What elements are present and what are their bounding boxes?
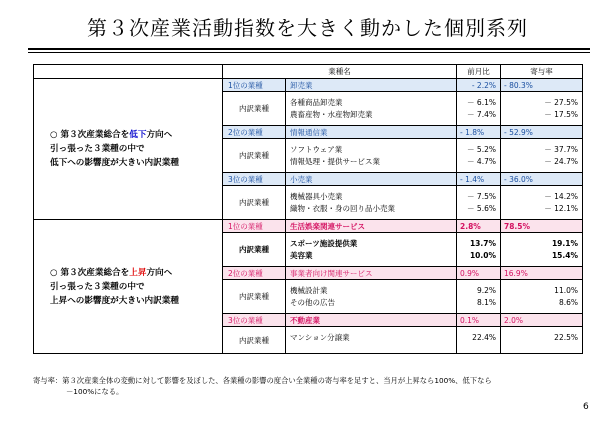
sub-industry-mom: 9.2% <box>476 285 496 295</box>
industry-name: 生活娯楽関連サービス <box>286 220 457 233</box>
industry-contrib: 16.9% <box>501 267 583 280</box>
group-label-line3: 低下への影響度が大きい内訳業種 <box>50 158 179 168</box>
group-label-line3: 上昇への影響度が大きい内訳業種 <box>50 295 179 306</box>
industry-contrib: 2.0% <box>501 314 583 327</box>
sub-industry-name: スポーツ施設提供業 <box>290 238 358 248</box>
industry-mom: - 2.2% <box>457 79 501 92</box>
rank-label: 2位の業種 <box>223 126 286 139</box>
header-industry: 業種名 <box>223 65 457 79</box>
sub-industry-names <box>286 92 457 126</box>
sub-industry-moms <box>457 92 501 126</box>
table-row <box>34 79 583 92</box>
sub-industry-moms <box>457 327 501 354</box>
group-label-highlight: 上昇 <box>129 267 147 278</box>
industry-mom: 0.9% <box>457 267 501 280</box>
sub-industry-contrib: － 24.7% <box>544 156 578 166</box>
series-table <box>33 64 583 354</box>
sub-industry-contrib: － 27.5% <box>544 97 578 107</box>
sub-industry-contrib: 11.0% <box>554 285 578 295</box>
sub-industry-mom: － 7.5% <box>467 191 496 201</box>
industry-contrib: 78.5% <box>501 220 583 233</box>
sub-industry-moms <box>457 139 501 173</box>
industry-name: 卸売業 <box>286 79 457 92</box>
sub-label: 内訳業種 <box>223 92 286 126</box>
sub-industry-name: マンション分譲業 <box>290 333 350 342</box>
sub-industry-mom: － 4.7% <box>467 156 496 166</box>
sub-industry-name: 情報処理・提供サービス業 <box>290 156 380 166</box>
industry-mom: 0.1% <box>457 314 501 327</box>
industry-mom: - 1.8% <box>457 126 501 139</box>
sub-industry-contrib: 19.1% <box>551 238 578 248</box>
header-mom: 前月比 <box>457 65 501 79</box>
table-header-row <box>34 65 583 79</box>
sub-industry-name: 織物・衣服・身の回り品小売業 <box>290 203 395 213</box>
sub-industry-contrib: － 37.7% <box>544 144 578 154</box>
sub-industry-contribs <box>501 92 583 126</box>
industry-mom: 2.8% <box>457 220 501 233</box>
sub-industry-names <box>286 327 457 354</box>
sub-industry-contrib: － 14.2% <box>544 191 578 201</box>
sub-industry-contrib: 8.6% <box>558 297 578 307</box>
sub-label: 内訳業種 <box>223 327 286 354</box>
sub-industry-mom: 8.1% <box>476 297 496 307</box>
group-label-prefix: ○ 第３次産業総合を <box>50 267 130 278</box>
sub-industry-names <box>286 233 457 267</box>
group-label-highlight: 低下 <box>129 130 147 140</box>
sub-industry-mom: － 5.2% <box>467 144 496 154</box>
sub-industry-mom: 10.0% <box>469 250 496 260</box>
industry-contrib: - 80.3% <box>501 79 583 92</box>
sub-industry-name: 機械設計業 <box>290 285 328 295</box>
sub-industry-contrib: 22.5% <box>554 333 578 342</box>
sub-industry-name: 農畜産物・水産物卸売業 <box>290 109 373 119</box>
footnote-line1: 寄与率：第３次産業全体の変動に対して影響を及ぼした、各業種の影響の度合い全業種の寄与率を足すと、当月が上昇なら100%、低下なら <box>33 376 492 385</box>
sub-industry-mom: － 7.4% <box>467 109 496 119</box>
rank-label: 3位の業種 <box>223 173 286 186</box>
sub-industry-name: 美容業 <box>290 250 313 260</box>
group-label-suffix: 方向へ <box>146 130 173 140</box>
rank-label: 3位の業種 <box>223 314 286 327</box>
industry-name: 事業者向け関連サービス <box>286 267 457 280</box>
footnote-line2: －100%になる。 <box>66 387 124 396</box>
sub-industry-contribs <box>501 139 583 173</box>
header-blank <box>34 65 223 79</box>
page-title: 第３次産業活動指数を大きく動かした個別系列 <box>87 16 528 40</box>
footnote <box>33 375 593 397</box>
sub-industry-name: 機械器具小売業 <box>290 191 343 201</box>
industry-mom: - 1.4% <box>457 173 501 186</box>
sub-industry-names <box>286 186 457 220</box>
sub-industry-contribs <box>501 327 583 354</box>
sub-industry-mom: － 5.6% <box>467 203 496 213</box>
group-label-prefix: ○ 第３次産業総合を <box>50 130 130 140</box>
sub-industry-name: その他の広告 <box>290 297 335 307</box>
industry-name: 小売業 <box>286 173 457 186</box>
sub-label: 内訳業種 <box>223 233 286 267</box>
industry-contrib: - 36.0% <box>501 173 583 186</box>
sub-industry-mom: 22.4% <box>472 333 496 342</box>
group-label-suffix: 方向へ <box>146 267 173 278</box>
group-decrease-label <box>34 79 223 220</box>
group-increase-label <box>34 220 223 354</box>
sub-industry-contrib: － 12.1% <box>544 203 578 213</box>
industry-name: 不動産業 <box>286 314 457 327</box>
sub-industry-names <box>286 139 457 173</box>
sub-industry-contribs <box>501 233 583 267</box>
sub-industry-mom: 13.7% <box>469 238 496 248</box>
sub-industry-mom: － 6.1% <box>467 97 496 107</box>
table-row <box>34 220 583 233</box>
sub-industry-contrib: － 17.5% <box>544 109 578 119</box>
rank-label: 1位の業種 <box>223 220 286 233</box>
sub-industry-name: 各種商品卸売業 <box>290 97 343 107</box>
sub-industry-moms <box>457 186 501 220</box>
sub-industry-contribs <box>501 280 583 314</box>
group-label-line2: 引っ張った３業種の中で <box>50 281 145 292</box>
industry-name: 情報通信業 <box>286 126 457 139</box>
page-number: 6 <box>583 402 589 412</box>
sub-industry-name: ソフトウェア業 <box>290 144 343 154</box>
sub-industry-contribs <box>501 186 583 220</box>
sub-industry-moms <box>457 280 501 314</box>
sub-industry-names <box>286 280 457 314</box>
industry-contrib: - 52.9% <box>501 126 583 139</box>
sub-label: 内訳業種 <box>223 186 286 220</box>
header-contrib: 寄与率 <box>501 65 583 79</box>
sub-industry-moms <box>457 233 501 267</box>
rank-label: 1位の業種 <box>223 79 286 92</box>
sub-industry-contrib: 15.4% <box>551 250 578 260</box>
sub-label: 内訳業種 <box>223 139 286 173</box>
title-rule-top <box>28 48 590 50</box>
sub-label: 内訳業種 <box>223 280 286 314</box>
rank-label: 2位の業種 <box>223 267 286 280</box>
group-label-line2: 引っ張った３業種の中で <box>50 144 145 154</box>
title-rule-bottom <box>28 52 590 53</box>
